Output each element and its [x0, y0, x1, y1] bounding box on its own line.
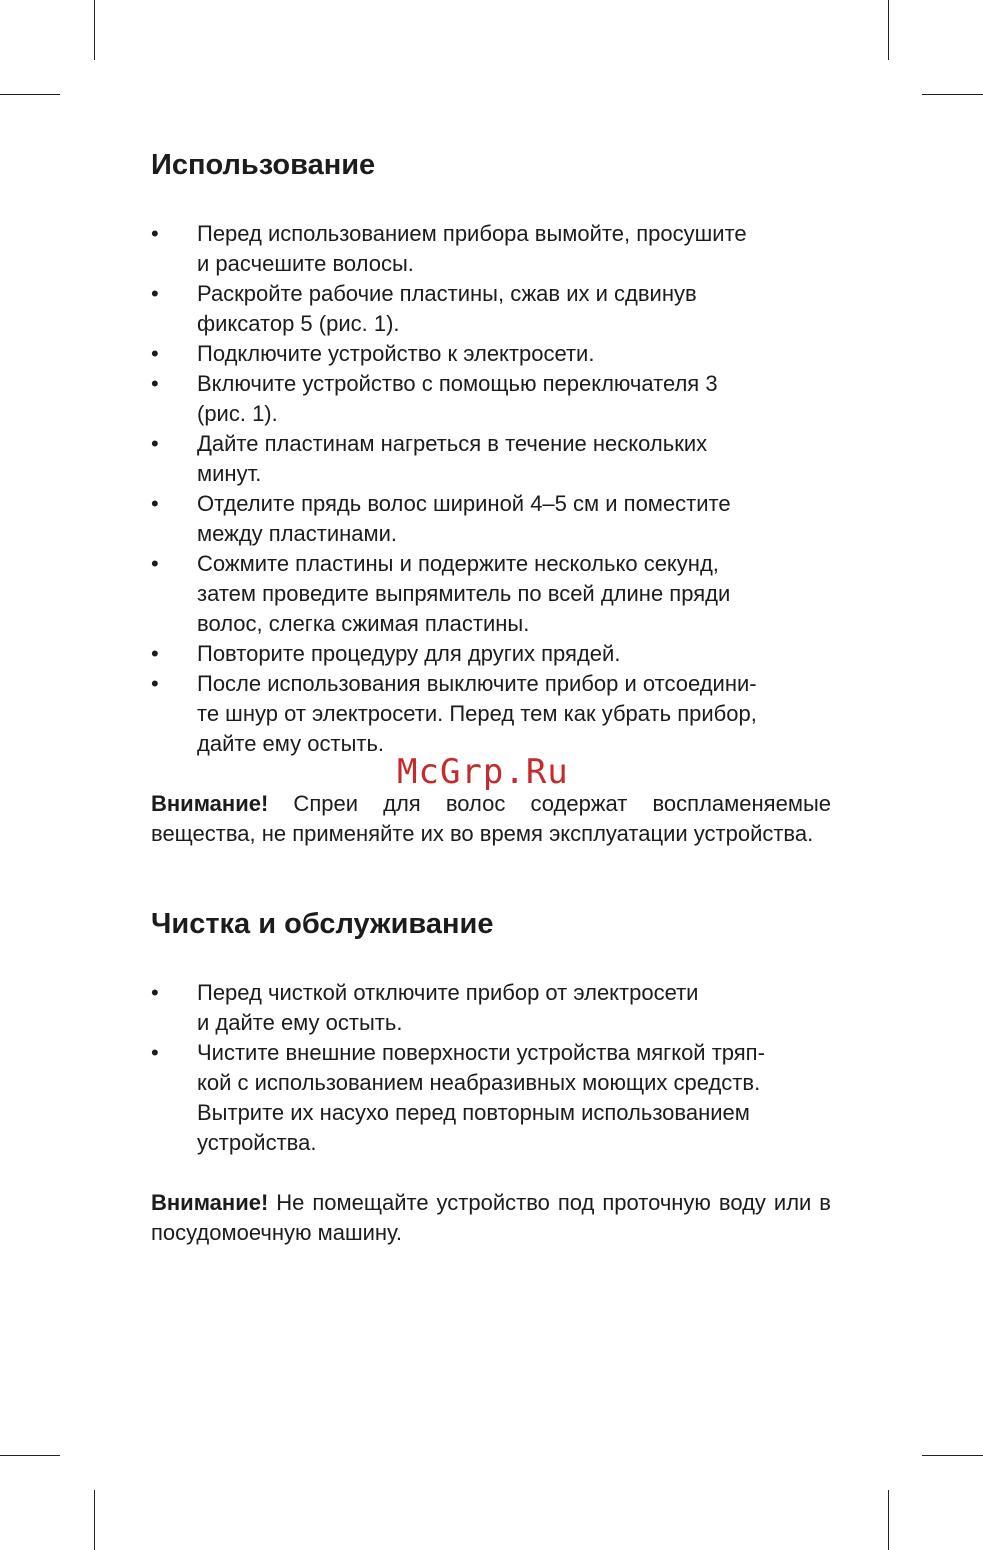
usage-warning	[151, 789, 831, 849]
usage-item-line: (рис. 1).	[197, 400, 278, 426]
cleaning-warning	[151, 1188, 831, 1248]
bullet-icon: •	[151, 979, 159, 1005]
usage-item	[151, 669, 831, 759]
usage-list	[151, 219, 831, 759]
usage-item-line: Сожмите пластины и подержите несколько секунд,	[197, 550, 719, 576]
usage-item-line: дайте ему остыть.	[197, 730, 385, 756]
section-cleaning-title: Чистка и обслуживание	[151, 907, 494, 940]
bullet-icon: •	[151, 370, 159, 396]
cleaning-item	[151, 1038, 831, 1158]
crop-mark-bottom-right-horizontal	[922, 1455, 983, 1456]
usage-item-line: Подключите устройство к электросети.	[197, 340, 595, 366]
usage-item-line: Раскройте рабочие пластины, сжав их и сдвинув	[197, 280, 697, 306]
bullet-icon: •	[151, 670, 159, 696]
bullet-icon: •	[151, 340, 159, 366]
cleaning-item-line: устройства.	[197, 1129, 317, 1155]
usage-item-line: Повторите процедуру для других прядей.	[197, 640, 621, 666]
usage-item-line: После использования выключите прибор и отсоедини-	[197, 670, 757, 696]
usage-item-line: Перед использованием прибора вымойте, просушите	[197, 220, 747, 246]
cleaning-warning-label: Внимание!	[151, 1189, 269, 1215]
cleaning-item-line: Вытрите их насухо перед повторным использованием	[197, 1099, 750, 1125]
usage-item-line: и расчешите волосы.	[197, 250, 414, 276]
document-page	[151, 148, 831, 1248]
usage-item	[151, 369, 831, 429]
bullet-icon: •	[151, 640, 159, 666]
usage-item-line: Дайте пластинам нагреться в течение нескольких	[197, 430, 708, 456]
section-usage	[151, 148, 831, 849]
usage-item-line: волос, слегка сжимая пластины.	[197, 610, 530, 636]
usage-item-line: те шнур от электросети. Перед тем как убрать прибор,	[197, 700, 757, 726]
bullet-icon: •	[151, 430, 159, 456]
section-cleaning	[151, 907, 831, 1248]
crop-mark-top-left-horizontal	[0, 94, 60, 95]
usage-item-line: между пластинами.	[197, 520, 398, 546]
usage-item-line: затем проведите выпрямитель по всей длине пряди	[197, 580, 731, 606]
crop-mark-top-right-horizontal	[922, 94, 983, 95]
cleaning-item-line: Чистите внешние поверхности устройства мягкой тряп-	[197, 1039, 765, 1065]
usage-item-line: минут.	[197, 460, 262, 486]
usage-item-line: Включите устройство с помощью переключателя 3	[197, 370, 718, 396]
usage-warning-label: Внимание!	[151, 790, 269, 816]
cleaning-item	[151, 978, 831, 1038]
crop-mark-bottom-left-horizontal	[0, 1455, 60, 1456]
bullet-icon: •	[151, 490, 159, 516]
usage-item	[151, 279, 831, 339]
bullet-icon: •	[151, 280, 159, 306]
section-usage-title: Использование	[151, 149, 376, 181]
usage-warning-text: Спреи для волос содержат воспламеняемые вещества, не применяйте их во время эксплуатации устройства.	[151, 790, 831, 846]
cleaning-item-line: Перед чисткой отключите прибор от электросети	[197, 979, 699, 1005]
crop-mark-bottom-left-vertical	[94, 1490, 95, 1550]
usage-item-line: Отделите прядь волос шириной 4–5 см и поместите	[197, 490, 731, 516]
usage-item	[151, 549, 831, 639]
cleaning-item-line: кой с использованием неабразивных моющих средств.	[197, 1069, 761, 1095]
usage-item	[151, 339, 831, 369]
watermark: McGrp.Ru	[397, 752, 569, 792]
crop-mark-bottom-right-vertical	[888, 1490, 889, 1550]
usage-item	[151, 219, 831, 279]
cleaning-list	[151, 978, 831, 1158]
bullet-icon: •	[151, 550, 159, 576]
usage-item	[151, 429, 831, 489]
cleaning-warning-text: Не помещайте устройство под проточную воду или в посудомоечную машину.	[151, 1189, 831, 1245]
bullet-icon: •	[151, 220, 159, 246]
cleaning-item-line: и дайте ему остыть.	[197, 1009, 403, 1035]
usage-item-line: фиксатор 5 (рис. 1).	[197, 310, 400, 336]
usage-item	[151, 639, 831, 669]
crop-mark-top-left-vertical	[94, 0, 95, 60]
bullet-icon: •	[151, 1039, 159, 1065]
usage-item	[151, 489, 831, 549]
crop-mark-top-right-vertical	[888, 0, 889, 60]
